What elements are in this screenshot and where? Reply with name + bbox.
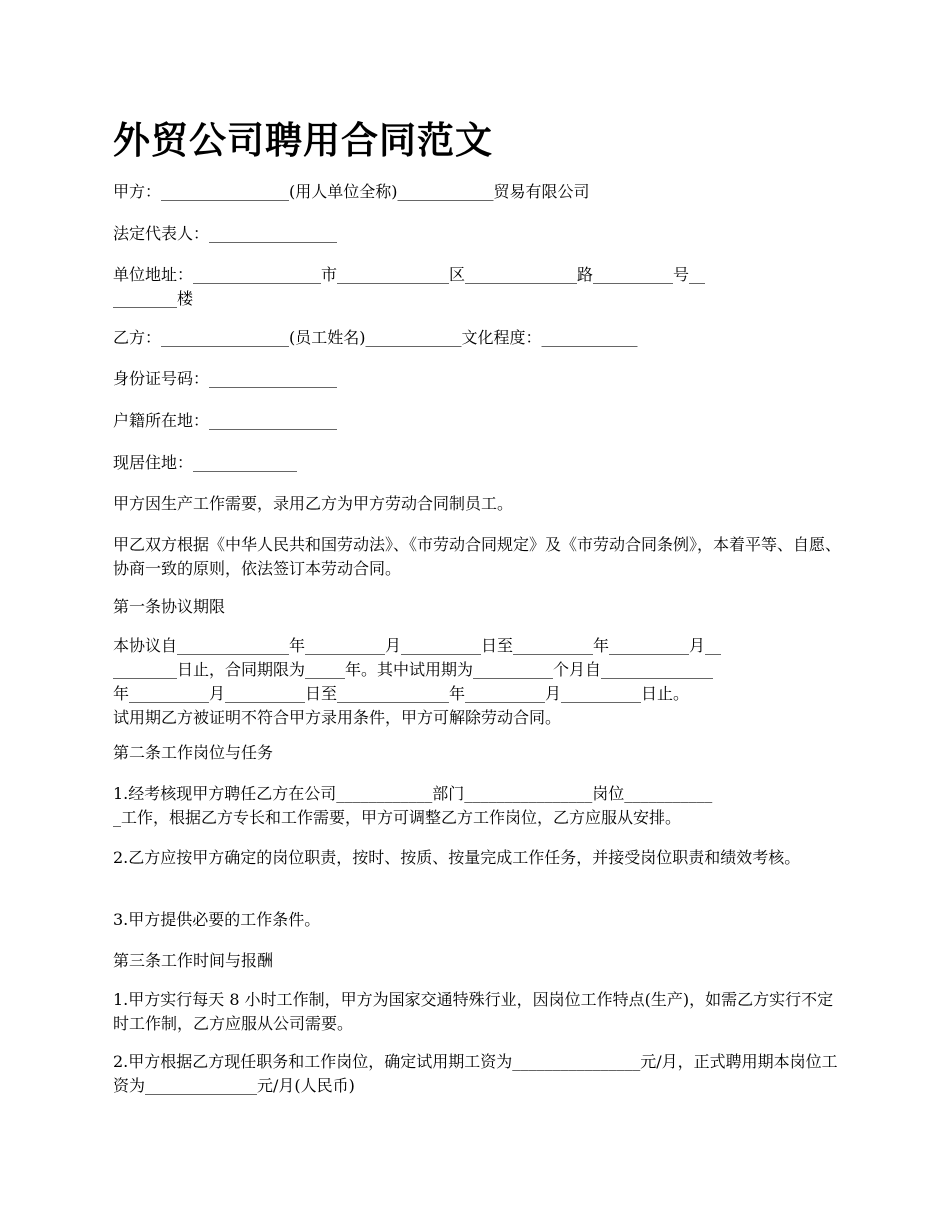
legal-representative-line: 法定代表人：________________	[113, 224, 338, 243]
household-register-line: 户籍所在地：________________	[113, 411, 338, 430]
section-heading: 第一条协议期限	[113, 597, 226, 616]
section-heading: 第三条工作时间与报酬	[113, 951, 274, 970]
paragraph: 2.乙方应按甲方确定的岗位职责，按时、按质、按量完成工作任务，并接受岗位职责和绩效考核。	[113, 848, 801, 867]
paragraph: 甲方因生产工作需要，录用乙方为甲方劳动合同制员工。	[113, 494, 514, 513]
paragraph: 3.甲方提供必要的工作条件。	[113, 910, 321, 929]
paragraph: 1.经考核现甲方聘任乙方在公司____________部门________________岗位___________ _工作，根据乙方专长和工作需要，甲方可调整乙方工作岗位，乙方应服从安排。	[113, 784, 713, 827]
section-heading: 第二条工作岗位与任务	[113, 743, 274, 762]
paragraph: 本协议自______________年__________月__________日至__________年__________月__ ________日止，合同期限为_____年。其中试用期为__________个月自______________ 年__________月__________日至______________年__________月__________日止。 试用期乙方被证明不符合甲方录用条件，甲方可解除劳动合同。	[113, 636, 722, 727]
party-b-line: 乙方：________________(员工姓名)____________文化程度：____________	[113, 328, 638, 347]
paragraph: 1.甲方实行每天 8 小时工作制，甲方为国家交通特殊行业，因岗位工作特点(生产)，如需乙方实行不定时工作制，乙方应服从公司需要。	[113, 990, 834, 1033]
paragraph: 2.甲方根据乙方现任职务和工作岗位，确定试用期工资为________________元/月，正式聘用期本岗位工资为______________元/月(人民币)	[113, 1052, 838, 1095]
id-number-line: 身份证号码：________________	[113, 369, 338, 388]
party-a-line: 甲方：________________(用人单位全称)____________贸易有限公司	[113, 182, 590, 201]
document-title: 外贸公司聘用合同范文	[113, 119, 493, 162]
company-address-line: 单位地址：________________市______________区______________路__________号__ ________楼	[113, 265, 706, 308]
current-residence-line: 现居住地：_____________	[113, 453, 298, 472]
paragraph: 甲乙双方根据《中华人民共和国劳动法》、《市劳动合同规定》及《市劳动合同条例》，本着平等、自愿、协商一致的原则，依法签订本劳动合同。	[113, 535, 842, 578]
